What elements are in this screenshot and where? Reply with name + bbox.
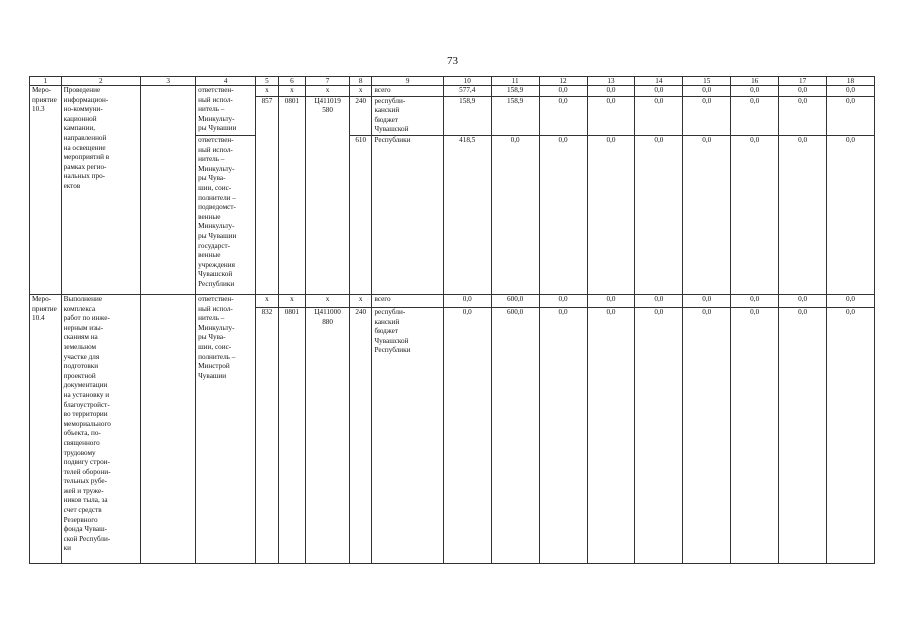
- cell-expense-type: 610: [350, 136, 372, 295]
- cell-expense-type: x: [350, 86, 372, 97]
- cell-value: 0,0: [779, 295, 827, 308]
- cell-value: 0,0: [491, 136, 539, 295]
- responsible-executor: ответствен- ный испол- нитель – Минкульту- ры Чува- шии, соис- полнитель – Минстрой Чувашии: [196, 295, 256, 564]
- measure-code: Меро- приятие 10.4: [30, 295, 62, 564]
- col-header: 6: [278, 77, 306, 86]
- cell-value: 0,0: [539, 308, 587, 564]
- program-table: [29, 76, 875, 564]
- cell-value: 600,0: [491, 295, 539, 308]
- cell-source: республи- канский бюджет Чувашской Республики: [372, 308, 443, 564]
- cell-value: 0,0: [779, 136, 827, 295]
- cell-value: 418,5: [443, 136, 491, 295]
- col-header: 18: [827, 77, 875, 86]
- cell-value: 0,0: [635, 295, 683, 308]
- cell-value: 0,0: [683, 96, 731, 135]
- table-row: [30, 295, 875, 308]
- cell-target: Ц411000 880: [306, 308, 350, 564]
- cell-expense-type: 240: [350, 96, 372, 135]
- cell-value: 0,0: [539, 86, 587, 97]
- cell-value: 0,0: [827, 96, 875, 135]
- cell-value: 0,0: [587, 295, 635, 308]
- cell-value: 0,0: [683, 295, 731, 308]
- cell-expense-type: x: [350, 295, 372, 308]
- cell-value: 0,0: [683, 86, 731, 97]
- cell-value: 600,0: [491, 308, 539, 564]
- cell-value: 0,0: [587, 136, 635, 295]
- cell-value: 0,0: [635, 308, 683, 564]
- cell-section: 0801: [278, 308, 306, 564]
- cell-target: Ц411019 580: [306, 96, 350, 294]
- cell-section: x: [278, 86, 306, 97]
- col-header: 11: [491, 77, 539, 86]
- responsible-executor: ответствен- ный испол- нитель – Минкульту- ры Чувашии: [196, 86, 256, 136]
- cell-value: 0,0: [731, 308, 779, 564]
- measure-code: Меро- приятие 10.3: [30, 86, 62, 295]
- cell-target: x: [306, 295, 350, 308]
- cell-expense-type: 240: [350, 308, 372, 564]
- col-header: 16: [731, 77, 779, 86]
- cell-value: 158,9: [491, 86, 539, 97]
- cell-value: 0,0: [779, 96, 827, 135]
- cell-source: Республики: [372, 136, 443, 295]
- cell-value: 0,0: [779, 86, 827, 97]
- cell-value: 0,0: [635, 136, 683, 295]
- col-header: 4: [196, 77, 256, 86]
- cell-value: 0,0: [827, 295, 875, 308]
- col-header: 10: [443, 77, 491, 86]
- cell-grbs: 832: [256, 308, 278, 564]
- cell-section: x: [278, 295, 306, 308]
- cell-source: республи- канский бюджет Чувашской: [372, 96, 443, 135]
- table-row: [30, 86, 875, 97]
- cell-value: 0,0: [539, 96, 587, 135]
- col-header: 14: [635, 77, 683, 86]
- col-header: 15: [683, 77, 731, 86]
- cell-value: 0,0: [587, 86, 635, 97]
- cell-value: 0,0: [443, 295, 491, 308]
- cell-value: 0,0: [683, 308, 731, 564]
- column-numbers-row: [30, 77, 875, 86]
- measure-name: Выполнение комплекса работ по инже- нерным изы- сканиям на земельном участке для подготовки проектной документации на установку и благоустройст- во территории мемориального объекта, по- священного трудовому подвигу строи- телей оборони- тельных рубе- жей и труже- ников тыла, за счет средств Резервного фонда Чуваш- ской Республи- ки: [61, 295, 141, 564]
- col-header: 13: [587, 77, 635, 86]
- cell-source: всего: [372, 86, 443, 97]
- cell-value: 0,0: [539, 136, 587, 295]
- cell-value: 0,0: [731, 136, 779, 295]
- cell-value: 0,0: [779, 308, 827, 564]
- col-header: 5: [256, 77, 278, 86]
- cell-value: 0,0: [827, 308, 875, 564]
- cell-value: 0,0: [731, 86, 779, 97]
- responsible-executor: ответствен- ный испол- нитель – Минкульту- ры Чува- шии, соис- полнители – подведомст- венные Минкульту- ры Чувашии государст- венные учреждения Чувашской Республики: [196, 136, 256, 295]
- cell-value: 0,0: [587, 308, 635, 564]
- cell-value: 0,0: [731, 96, 779, 135]
- cell-value: 0,0: [539, 295, 587, 308]
- empty-cell: [141, 86, 196, 295]
- empty-cell: [141, 295, 196, 564]
- col-header: 17: [779, 77, 827, 86]
- cell-value: 0,0: [683, 136, 731, 295]
- col-header: 7: [306, 77, 350, 86]
- cell-value: 0,0: [731, 295, 779, 308]
- col-header: 2: [61, 77, 141, 86]
- measure-name: Проведение информацион- но-коммуни- кационной кампании, направленной на освещение мероприятий в рамках регио- нальных про- ектов: [61, 86, 141, 295]
- col-header: 8: [350, 77, 372, 86]
- cell-value: 0,0: [827, 136, 875, 295]
- col-header: 1: [30, 77, 62, 86]
- cell-value: 0,0: [827, 86, 875, 97]
- cell-value: 158,9: [443, 96, 491, 135]
- col-header: 12: [539, 77, 587, 86]
- cell-grbs: x: [256, 295, 278, 308]
- cell-value: 158,9: [491, 96, 539, 135]
- cell-source: всего: [372, 295, 443, 308]
- cell-value: 0,0: [443, 308, 491, 564]
- cell-value: 0,0: [635, 96, 683, 135]
- col-header: 3: [141, 77, 196, 86]
- cell-section: 0801: [278, 96, 306, 294]
- page-number: 73: [447, 55, 458, 67]
- cell-grbs: x: [256, 86, 278, 97]
- cell-value: 0,0: [635, 86, 683, 97]
- cell-value: 0,0: [587, 96, 635, 135]
- col-header: 9: [372, 77, 443, 86]
- cell-grbs: 857: [256, 96, 278, 294]
- cell-value: 577,4: [443, 86, 491, 97]
- cell-target: x: [306, 86, 350, 97]
